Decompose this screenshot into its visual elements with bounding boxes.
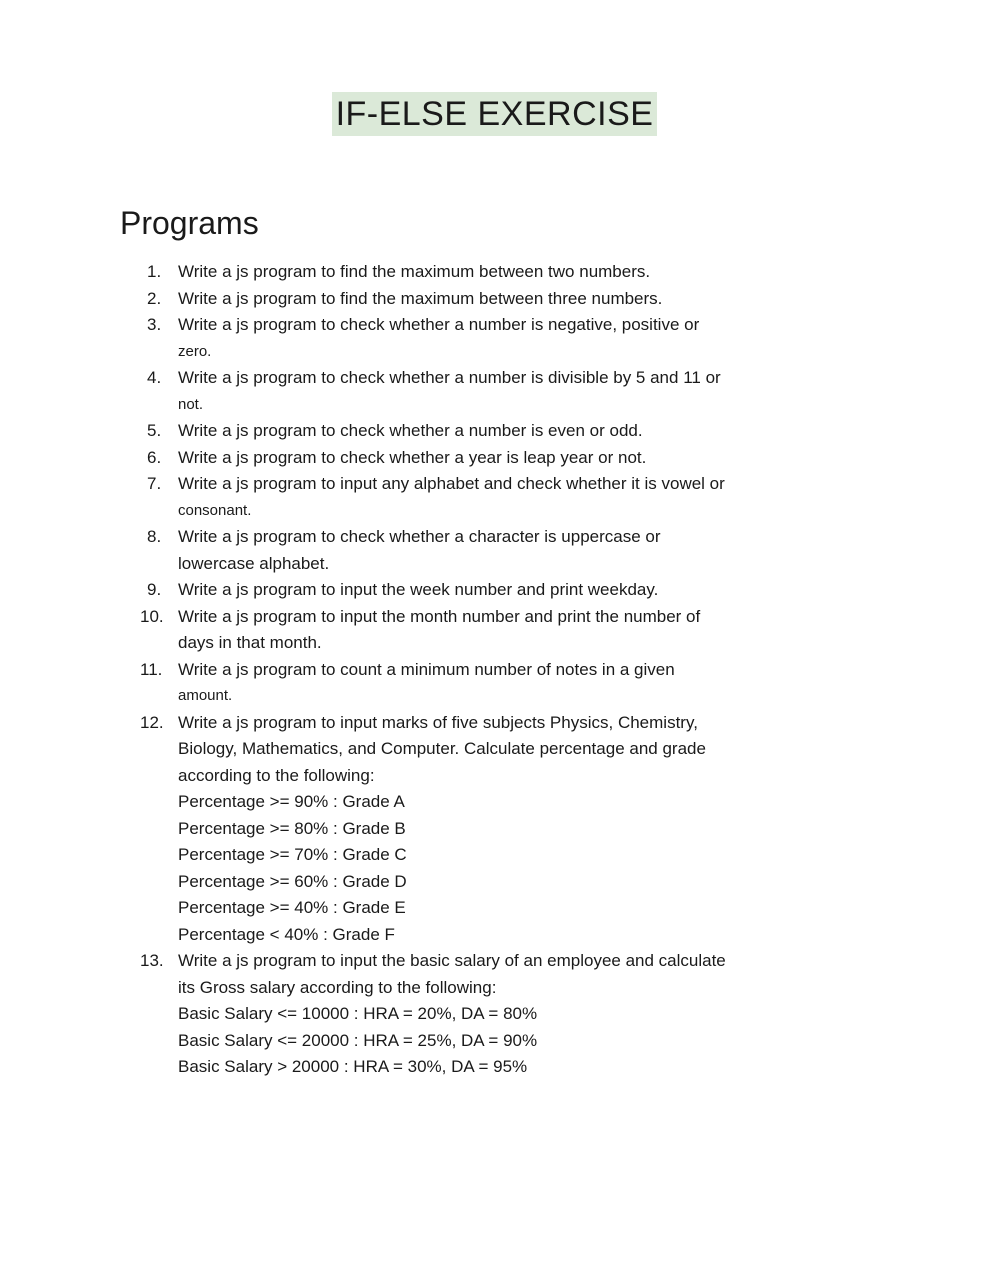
list-item-number: 8. xyxy=(147,527,162,546)
list-item xyxy=(140,418,900,445)
list-item-text: Write a js program to find the maximum between three numbers. xyxy=(178,288,663,308)
list-item-continuation: Percentage >= 60% : Grade D xyxy=(178,871,407,891)
list-item xyxy=(140,259,900,286)
list-item-continuation: Percentage >= 90% : Grade A xyxy=(178,792,405,811)
list-item-continuation: Basic Salary <= 10000 : HRA = 20%, DA = 80% xyxy=(178,1004,538,1023)
list-item-continuation: according to the following: xyxy=(178,765,375,785)
list-item-text: Write a js program to check whether a year is leap year or not. xyxy=(178,447,647,467)
list-item-continuation: Percentage >= 70% : Grade C xyxy=(178,845,407,864)
list-item-continuation: amount. xyxy=(178,687,233,704)
list-item xyxy=(140,286,900,313)
list-item xyxy=(140,365,900,418)
list-item-number: 9. xyxy=(147,580,162,599)
list-item-number: 12. xyxy=(140,712,164,732)
section-heading: Programs xyxy=(120,205,259,241)
list-item-continuation: days in that month. xyxy=(178,633,322,652)
list-item-text: Write a js program to input the basic salary of an employee and calculate xyxy=(178,951,726,970)
list-item-text: Write a js program to input any alphabet and check whether it is vowel or xyxy=(178,474,725,493)
title-container xyxy=(0,92,989,136)
list-item-continuation: Basic Salary <= 20000 : HRA = 25%, DA = 90% xyxy=(178,1030,538,1050)
list-item xyxy=(140,710,900,949)
list-item-text: Write a js program to count a minimum number of notes in a given xyxy=(178,659,675,679)
list-item-continuation: Percentage >= 80% : Grade B xyxy=(178,818,406,838)
list-item-continuation: consonant. xyxy=(178,501,252,519)
list-item-text: Write a js program to input the week number and print weekday. xyxy=(178,580,659,599)
list-item-text: Write a js program to check whether a number is negative, positive or xyxy=(178,315,700,334)
list-item-number: 5. xyxy=(147,421,162,440)
list-item-continuation: its Gross salary according to the following: xyxy=(178,977,497,997)
list-item-continuation: Percentage >= 40% : Grade E xyxy=(178,898,406,917)
list-item-text: Write a js program to check whether a character is uppercase or xyxy=(178,527,661,546)
list-item xyxy=(140,445,900,472)
list-item-text: Write a js program to check whether a number is even or odd. xyxy=(178,421,643,440)
list-item-number: 13. xyxy=(140,951,164,970)
list-item-number: 10. xyxy=(140,606,164,626)
list-item-text: Write a js program to check whether a number is divisible by 5 and 11 or xyxy=(178,368,721,387)
list-item xyxy=(140,577,900,604)
list-item-number: 11. xyxy=(140,659,163,679)
list-item xyxy=(140,604,900,657)
list-item-number: 2. xyxy=(147,288,162,308)
list-item-text: Write a js program to input marks of five subjects Physics, Chemistry, xyxy=(178,712,698,732)
list-item-text: Write a js program to find the maximum between two numbers. xyxy=(178,262,651,281)
list-item-continuation: Percentage < 40% : Grade F xyxy=(178,924,395,944)
programs-list xyxy=(140,259,900,1081)
list-item-number: 3. xyxy=(147,315,162,334)
list-item-continuation: zero. xyxy=(178,342,212,360)
list-item-number: 6. xyxy=(147,447,162,467)
list-item-number: 4. xyxy=(147,368,162,387)
list-item xyxy=(140,312,900,365)
list-item-number: 7. xyxy=(147,474,162,493)
list-item xyxy=(140,948,900,1081)
list-item xyxy=(140,657,900,710)
document-title: IF-ELSE EXERCISE xyxy=(332,92,658,136)
list-item xyxy=(140,471,900,524)
list-item-continuation: Basic Salary > 20000 : HRA = 30%, DA = 95% xyxy=(178,1057,528,1076)
list-item-continuation: lowercase alphabet. xyxy=(178,553,330,573)
list-item-continuation: not. xyxy=(178,395,204,413)
list-item-continuation: Biology, Mathematics, and Computer. Calculate percentage and grade xyxy=(178,739,706,758)
list-item-number: 1. xyxy=(147,262,162,281)
list-item-text: Write a js program to input the month number and print the number of xyxy=(178,606,701,626)
list-item xyxy=(140,524,900,577)
